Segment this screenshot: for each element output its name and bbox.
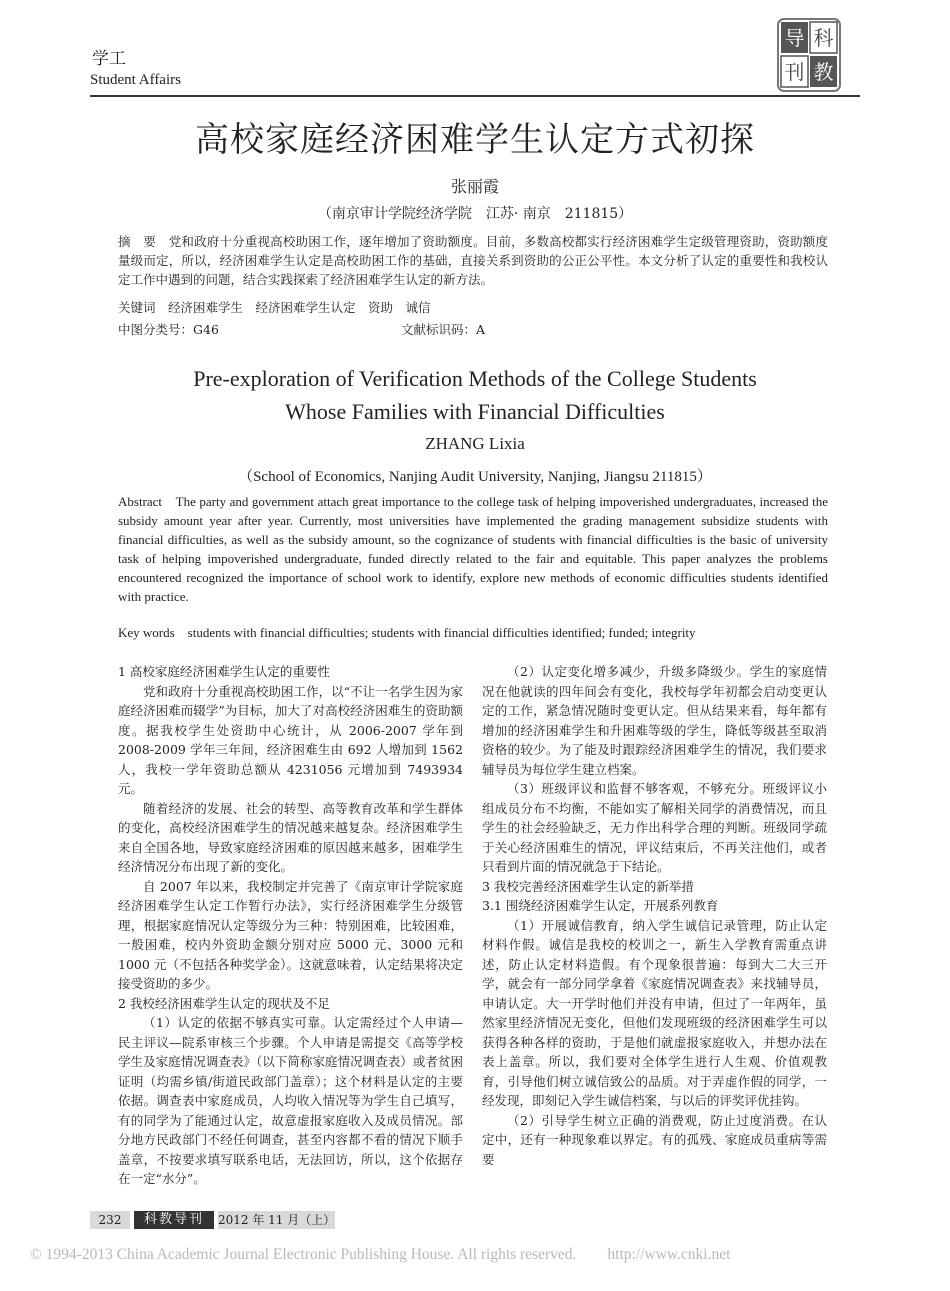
title-en [0,362,950,428]
keywords-en: Key words students with financial difficulties; students with financial difficulties identified; funded; integrity [118,625,696,640]
title-en-line-1: Pre-exploration of Verification Methods of the College Students [193,366,757,391]
body-paragraph: 随着经济的发展、社会的转型、高等教育改革和学生群体的变化，高校经济困难学生的情况越来越复杂。经济困难学生来自全国各地，导致家庭经济困难的原因越来越多，困难学生经济情况分布出现了新的变化。 [118,800,463,874]
abstract-cn: 摘 要 党和政府十分重视高校助困工作，逐年增加了资助额度。目前，多数高校都实行经济困难学生定级管理资助，资助额度量级而定，所以，经济困难学生认定是高校助困工作的基础，直接关系到资助的公正公平性。本文分析了认定的重要性和我校认定工作中遇到的问题，结合实践探索了经济困难学生认定的新方法。 [118,234,828,287]
title-en-line-2: Whose Families with Financial Difficulties [285,399,665,424]
body-paragraph: 党和政府十分重视高校助困工作，以“不让一名学生因为家庭经济困难而辍学”为目标，加大了对高校经济困难生的资助额度。据我校学生处资助中心统计，从 2006-2007 学年到 2008-2009 学年三年间，经济困难生由 692 人增加到 1562 人，我校一学年资助总额从 4231056 元增加到 7493934 元。 [118,683,463,796]
logo-char-2: 科 [813,26,834,50]
body-column-left [118,662,463,1189]
classification-row [118,320,828,338]
body-paragraph: （1）开展诚信教育，纳入学生诚信记录管理，防止认定材料作假。诚信是我校的校训之一，新生入学教育需重点讲述，防止认定材料造假。有个现象很普遍：每到大二大三开学，就会有一部分同学拿着《家庭情况调查表》来找辅导员，申请认定。大一开学时他们并没有申请，但过了一年两年，虽然家里经济情况无变化，但他们发现班级的经济困难学生可以获得各种各样的资助，于是他们就虚报家庭收入，并想办法在表上盖章。所以，我们要对全体学生进行人生观、价值观教育，引导他们树立诚信致公的品质。对于弄虚作假的同学，一经发现，即刻记入学生诚信档案，与以后的评奖评优挂钩。 [482,917,827,1108]
clc-number: 中图分类号：G46 [118,322,219,337]
author-en: ZHANG Lixia [425,434,525,453]
section-heading: 3 我校完善经济困难学生认定的新举措 [482,878,694,894]
body-paragraph: （3）班级评议和监督不够客观，不够充分。班级评议小组成员分布不均衡，不能如实了解相关同学的消费情况，而且学生的社会经验缺乏，无力作出科学合理的判断。班级同学疏于关心经济困难生的情况，评议结束后，不再关注他们，或者只看到片面的情况就急于下结论。 [482,781,827,874]
title-cn: 高校家庭经济困难学生认定方式初探 [195,120,755,160]
issue-date: 2012 年 11 月（上） [218,1213,336,1227]
section-heading: 1 高校家庭经济困难学生认定的重要性 [118,664,330,679]
body-paragraph: （2）引导学生树立正确的消费观，防止过度消费。在认定中，还有一种现象难以界定。有的孤残、家庭成员重病等需要 [482,1112,827,1167]
section-label-en: Student Affairs [90,72,181,88]
author-cn: 张丽霞 [450,177,499,196]
body-paragraph: （2）认定变化增多减少，升级多降级少。学生的家庭情况在他就读的四年间会有变化，我校每学年初都会启动变更认定的工作，紧急情况随时变更认定。但从结果来看，每年都有增加的经济困难学生和升困难等级的学生，降低等级甚至取消资格的较少。为了能及时跟踪经济困难学生的情况，我们要求辅导员为每位学生建立档案。 [482,664,827,777]
affiliation-en: （School of Economics, Nanjing Audit University, Nanjing, Jiangsu 211815） [238,469,712,485]
page-number: 232 [90,1211,130,1229]
journal-logo [777,18,841,92]
abstract-en: Abstract The party and government attach great importance to the college task of helping impoverished undergraduates, increased the subsidy amount year after year. Currently, most universities have implemented the grading management subsidize students with financial difficulties, as well as the subsidy amount, so the cognizance of students with financial difficulties is the basic of university task of helping impoverished undergraduate, funded directly related to the fair and equitable. This paper analyzes the problems encountered recognized the importance of school work to identify, explore new methods of economic difficulties students identified with practice. [118,494,828,604]
document-code: 文献标识码：A [401,322,486,337]
logo-char-3: 刊 [784,60,805,84]
section-label-cn: 学工 [92,49,126,69]
body-paragraph: 自 2007 年以来，我校制定并完善了《南京审计学院家庭经济困难学生认定工作暂行办法》，实行经济困难学生分级管理，根据家庭情况认定等级分为三种：特别困难，比较困难，一般困难，校内外资助金额分别对应 5000 元、3000 元和 1000 元（不包括各种奖学金）。这就意味着，认定结果将决定接受资助的多少。 [118,878,463,991]
journal-name: 科教导刊 [134,1211,214,1229]
body-column-right [482,662,827,1169]
logo-char-1: 导 [784,26,805,50]
logo-char-4: 教 [813,60,834,84]
page-footer [90,1211,335,1229]
affiliation-cn: （南京审计学院经济学院 江苏· 南京 211815） [317,206,633,222]
section-heading: 2 我校经济困难学生认定的现状及不足 [118,995,330,1011]
copyright-watermark: © 1994-2013 China Academic Journal Electronic Publishing House. All rights reserved. http://www.cnki.net [30,1246,731,1263]
body-paragraph: （1）认定的依据不够真实可靠。认定需经过个人申请—民主评议—院系审核三个步骤。个人申请是需提交《高等学校学生及家庭情况调查表》（以下简称家庭情况调查表）或者贫困证明（均需乡镇/街道民政部门盖章）；这个材料是认定的主要依据。调查表中家庭成员，人均收入情况等为学生自己填写，有的同学为了能通过认定，故意虚报家庭收入及成员情况。部分地方民政部门不经任何调查，甚至内容都不看的情况下顺手盖章，不按要求填写联系电话，无法回访，所以，这个依据存在一定“水分”。 [118,1015,463,1186]
section-heading: 3.1 围绕经济困难学生认定，开展系列教育 [482,898,719,913]
keywords-cn: 关键词 经济困难学生 经济困难学生认定 资助 诚信 [118,300,431,315]
header-rule [90,95,860,97]
